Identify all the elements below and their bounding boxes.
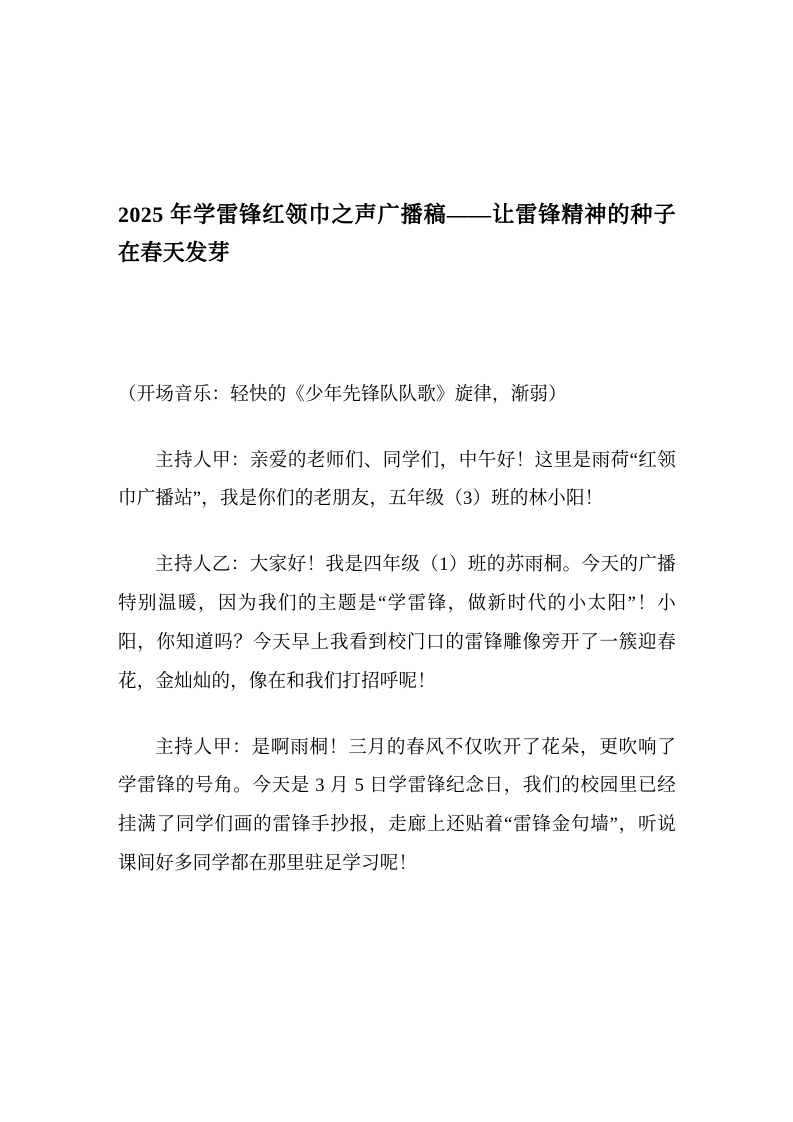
paragraph-host-a-line-2: 主持人甲：是啊雨桐！三月的春风不仅吹开了花朵，更吹响了学雷锋的号角。今天是 3 月 5 日学雷锋纪念日，我们的校园里已经挂满了同学们画的雷锋手抄报，走廊上还贴着“雷锋金句墙”，听说课间好多同学都在那里驻足学习呢！ [118,737,676,875]
page-title: 2025 年学雷锋红领巾之声广播稿——让雷锋精神的种子在春天发芽 [118,202,676,265]
paragraph-host-a-line-1: 主持人甲：亲爱的老师们、同学们，中午好！这里是雨荷“红领巾广播站”，我是你们的老朋友，五年级（3）班的林小阳！ [118,450,676,510]
paragraph-host-b-line-1: 主持人乙：大家好！我是四年级（1）班的苏雨桐。今天的广播特别温暖，因为我们的主题是“学雷锋，做新时代的小太阳”！小阳，你知道吗？今天早上我看到校门口的雷锋雕像旁开了一簇迎春花，金灿灿的，像在和我们打招呼呢！ [118,555,676,692]
paragraph-opening-music-cue: （开场音乐：轻快的《少年先锋队队歌》旋律，渐弱） [118,384,567,405]
document-content [118,196,676,884]
document-body [118,376,676,884]
